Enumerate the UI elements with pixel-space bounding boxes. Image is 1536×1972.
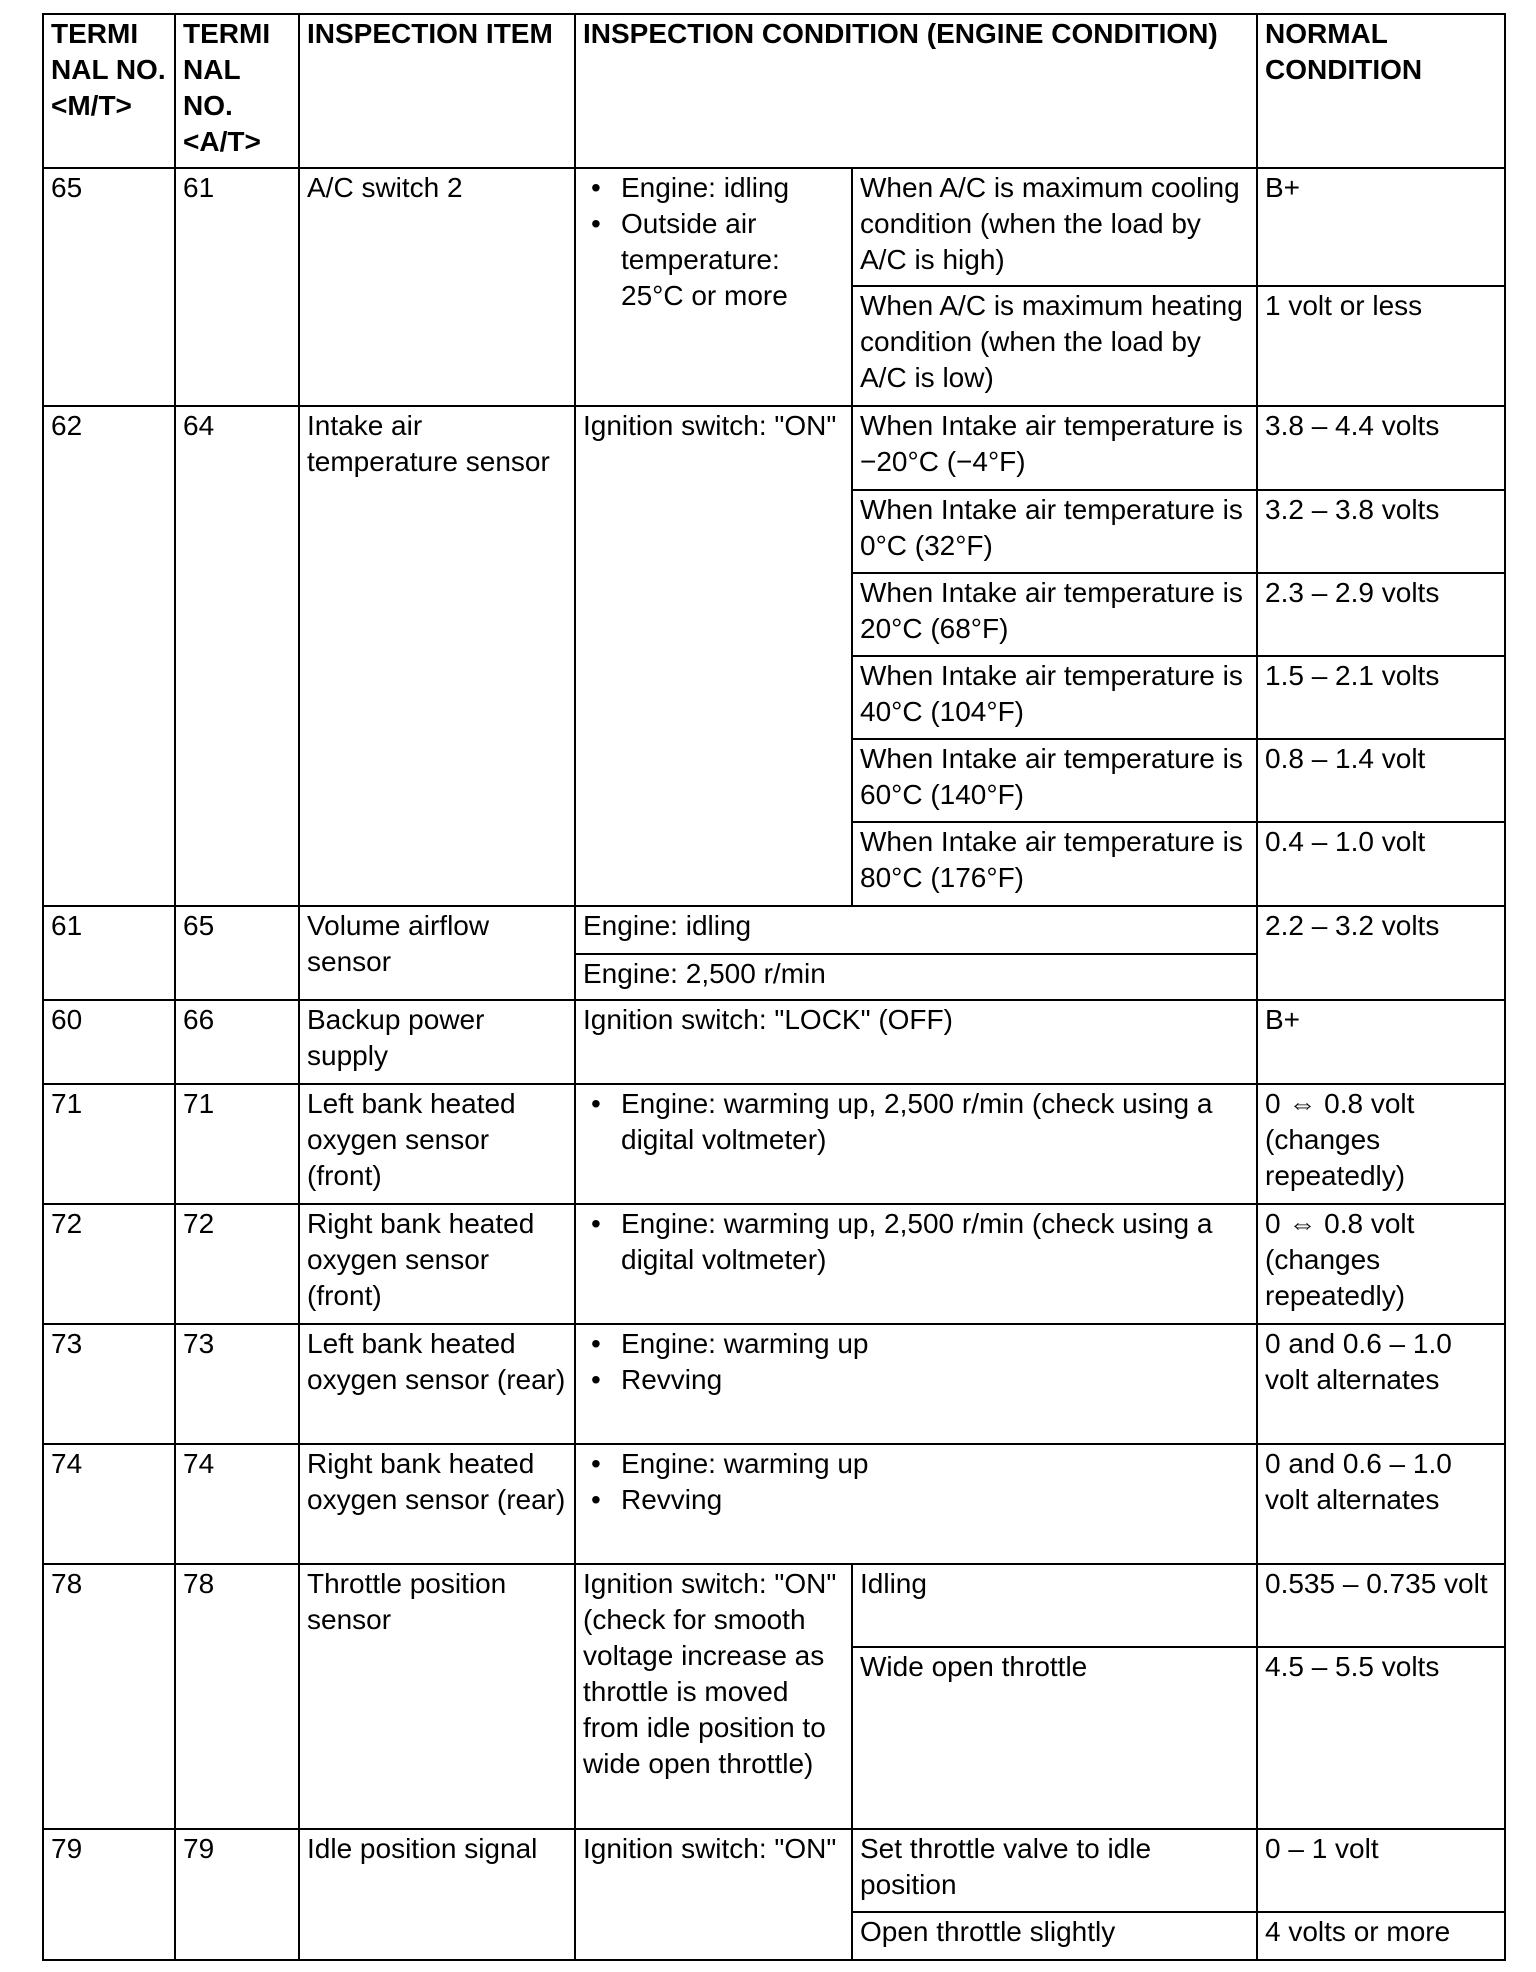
normal-condition-cell: 0 and 0.6 – 1.0 volt alternates [1257, 1324, 1505, 1444]
normal-condition-cell: 1.5 – 2.1 volts [1257, 656, 1505, 739]
terminal-mt-cell: 62 [43, 406, 175, 906]
table-row [43, 1829, 1505, 1912]
condition-bullet: • Revving [621, 1362, 1249, 1398]
inspection-condition-cell [575, 1204, 1257, 1324]
header-terminal-at: TERMI NAL NO. <A/T> [175, 14, 299, 168]
normal-condition-cell: 0.8 – 1.4 volt [1257, 739, 1505, 822]
table-row [43, 406, 1505, 490]
condition-bullet: • Revving [621, 1482, 1249, 1518]
normal-condition-cell: B+ [1257, 168, 1505, 286]
terminal-at-cell: 73 [175, 1324, 299, 1444]
normal-condition-cell: 4.5 – 5.5 volts [1257, 1647, 1505, 1829]
normal-condition-cell: 0.4 – 1.0 volt [1257, 822, 1505, 906]
sub-condition-cell: Set throttle valve to idle position [852, 1829, 1257, 1912]
normal-condition-cell: B+ [1257, 1000, 1505, 1084]
header-normal-condition: NORMAL CONDITION [1257, 14, 1505, 168]
terminal-at-cell: 64 [175, 406, 299, 906]
terminal-at-cell: 65 [175, 906, 299, 1000]
table-row [43, 1204, 1505, 1324]
normal-condition-cell: 0 ⇔ 0.8 volt (changes repeatedly) [1257, 1084, 1505, 1204]
terminal-at-cell: 78 [175, 1564, 299, 1829]
normal-condition-cell: 0.535 – 0.735 volt [1257, 1564, 1505, 1647]
condition-bullet: • Engine: warming up, 2,500 r/min (check using a digital voltmeter) [621, 1206, 1249, 1278]
inspection-item-cell: Volume airflow sensor [299, 906, 575, 1000]
inspection-item-cell: Idle position signal [299, 1829, 575, 1960]
inspection-item-cell: Left bank heated oxygen sensor (rear) [299, 1324, 575, 1444]
sub-condition-cell: When Intake air temperature is 80°C (176°F) [852, 822, 1257, 906]
inspection-item-cell: Left bank heated oxygen sensor (front) [299, 1084, 575, 1204]
header-inspection-condition: INSPECTION CONDITION (ENGINE CONDITION) [575, 14, 1257, 168]
terminal-mt-cell: 61 [43, 906, 175, 1000]
condition-bullet: • Engine: warming up, 2,500 r/min (check using a digital voltmeter) [621, 1086, 1249, 1158]
inspection-item-cell: Right bank heated oxygen sensor (front) [299, 1204, 575, 1324]
condition-bullet: • Engine: idling [621, 170, 844, 206]
inspection-condition-cell [575, 1084, 1257, 1204]
inspection-condition-cell: Ignition switch: "ON" (check for smooth voltage increase as throttle is moved from idle position to wide open throttle) [575, 1564, 852, 1829]
normal-condition-cell: 0 ⇔ 0.8 volt (changes repeatedly) [1257, 1204, 1505, 1324]
condition-bullet: • Engine: warming up [621, 1326, 1249, 1362]
sub-condition-cell: When Intake air temperature is 60°C (140°F) [852, 739, 1257, 822]
terminal-at-cell: 71 [175, 1084, 299, 1204]
normal-condition-cell: 2.2 – 3.2 volts [1257, 906, 1505, 1000]
sub-condition-cell: When Intake air temperature is 40°C (104°F) [852, 656, 1257, 739]
inspection-item-cell: Throttle position sensor [299, 1564, 575, 1829]
table-row [43, 1564, 1505, 1647]
sub-condition-cell: Wide open throttle [852, 1647, 1257, 1829]
terminal-at-cell: 72 [175, 1204, 299, 1324]
condition-bullet: • Engine: warming up [621, 1446, 1249, 1482]
table-row [43, 168, 1505, 286]
inspection-condition-cell [575, 1324, 1257, 1444]
terminal-mt-cell: 65 [43, 168, 175, 406]
inspection-condition-cell: Engine: 2,500 r/min [575, 954, 1257, 1000]
terminal-at-cell: 79 [175, 1829, 299, 1960]
inspection-item-cell: Backup power supply [299, 1000, 575, 1084]
table-row [43, 1000, 1505, 1084]
sub-condition-cell: When Intake air temperature is −20°C (−4°F) [852, 406, 1257, 490]
terminal-at-cell: 66 [175, 1000, 299, 1084]
inspection-condition-cell [575, 168, 852, 406]
sub-condition-cell: When Intake air temperature is 0°C (32°F) [852, 490, 1257, 573]
terminal-mt-cell: 72 [43, 1204, 175, 1324]
header-row [43, 14, 1505, 168]
inspection-item-cell: A/C switch 2 [299, 168, 575, 406]
sub-condition-cell: When Intake air temperature is 20°C (68°F) [852, 573, 1257, 656]
table-row [43, 1444, 1505, 1564]
normal-condition-cell: 2.3 – 2.9 volts [1257, 573, 1505, 656]
table-row [43, 1324, 1505, 1444]
normal-condition-cell: 1 volt or less [1257, 286, 1505, 406]
terminal-mt-cell: 78 [43, 1564, 175, 1829]
sub-condition-cell: When A/C is maximum heating condition (when the load by A/C is low) [852, 286, 1257, 406]
table-row [43, 906, 1505, 954]
header-inspection-item: INSPECTION ITEM [299, 14, 575, 168]
terminal-mt-cell: 60 [43, 1000, 175, 1084]
normal-condition-cell: 0 and 0.6 – 1.0 volt alternates [1257, 1444, 1505, 1564]
inspection-condition-cell: Ignition switch: "LOCK" (OFF) [575, 1000, 1257, 1084]
inspection-condition-cell [575, 1444, 1257, 1564]
terminal-at-cell: 74 [175, 1444, 299, 1564]
inspection-item-cell: Right bank heated oxygen sensor (rear) [299, 1444, 575, 1564]
inspection-condition-cell: Engine: idling [575, 906, 1257, 954]
inspection-condition-cell: Ignition switch: "ON" [575, 406, 852, 906]
inspection-condition-cell: Ignition switch: "ON" [575, 1829, 852, 1960]
terminal-mt-cell: 74 [43, 1444, 175, 1564]
normal-condition-cell: 0 – 1 volt [1257, 1829, 1505, 1912]
sub-condition-cell: When A/C is maximum cooling condition (when the load by A/C is high) [852, 168, 1257, 286]
sub-condition-cell: Open throttle slightly [852, 1912, 1257, 1960]
normal-condition-cell: 3.8 – 4.4 volts [1257, 406, 1505, 490]
condition-bullet: • Outside air temperature: 25°C or more [621, 206, 844, 314]
terminal-mt-cell: 73 [43, 1324, 175, 1444]
normal-condition-cell: 4 volts or more [1257, 1912, 1505, 1960]
terminal-inspection-table [42, 13, 1506, 1961]
terminal-at-cell: 61 [175, 168, 299, 406]
terminal-mt-cell: 79 [43, 1829, 175, 1960]
terminal-mt-cell: 71 [43, 1084, 175, 1204]
inspection-item-cell: Intake air temperature sensor [299, 406, 575, 906]
sub-condition-cell: Idling [852, 1564, 1257, 1647]
normal-condition-cell: 3.2 – 3.8 volts [1257, 490, 1505, 573]
table-row [43, 1084, 1505, 1204]
header-terminal-mt: TERMI NAL NO. <M/T> [43, 14, 175, 168]
